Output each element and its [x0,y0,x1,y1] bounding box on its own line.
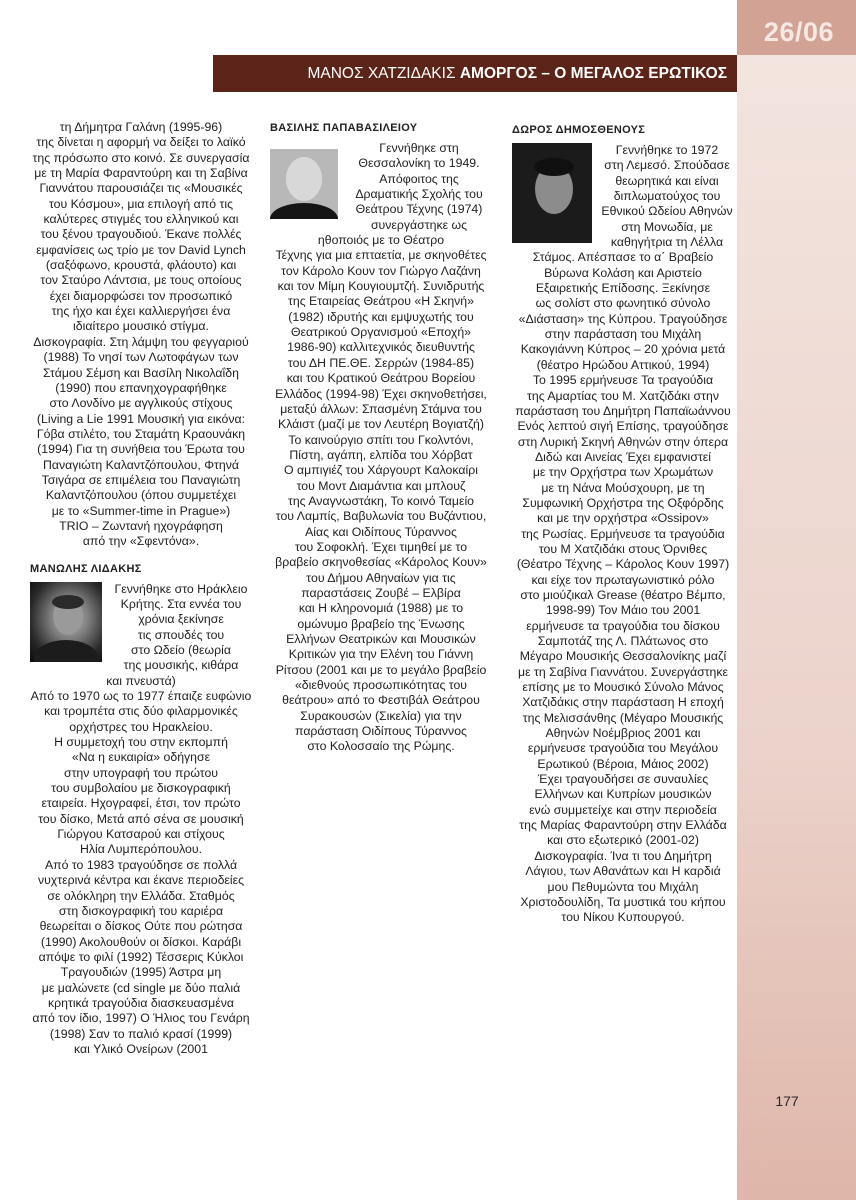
decorative-side-strip [737,55,856,1200]
text-line: Η συμμετοχή του στην εκπομπή [54,735,228,750]
text-line: στη Μονωδία, με [621,219,713,234]
text-line: Ελλάδος (1994-98) Έχει σκηνοθετήσει, [275,386,487,401]
text-line: επίσης με το Μουσικό Σύνολο Μάνος [522,680,724,695]
text-line: Ερωτικού (Βέροια, Μάιος 2002) [537,756,709,771]
text-line: Από το 1983 τραγούδησε σε πολλά [44,857,238,872]
text-line: Γιώργου Κατσαρού και στίχους [57,827,225,842]
text-line: Συμφωνική Ορχήστρα της Οξφόρδης [522,495,724,510]
text-line: έχει διαμορφώσει τον προσωπικό [49,288,233,303]
text-line: της δίνεται η αφορμή να δείξει το λαϊκό [36,135,246,150]
text-line: Δισκογραφία. Ίνα τι του Δημήτρη [534,848,712,863]
text-line: (σαξόφωνο, κρουστά, φλάουτο) και [45,258,237,273]
text-line: Χριστοδουλίδη, Τα μυστικά του κήπου [520,894,726,909]
text-line: (Θέατρο Τέχνης – Κάρολος Κουν 1997) [516,557,730,572]
text-line: Ηλία Λυμπερόπουλου. [79,842,203,857]
text-line: Θεατρικού Οργανισμού «Εποχή» [290,325,472,340]
column-2 [270,122,492,755]
text-line: TRIO – Ζωντανή ηχογράφηση [59,518,223,533]
date-label: 26/06 [763,17,834,47]
text-line: διπλωματούχος του [613,189,721,204]
text-line: Δισκογραφία. Στη λάμψη του φεγγαριού [33,334,249,349]
text-line: (1994) Για τη συνήθεια του Έρωτα του [37,442,245,457]
text-line: Στάμου Σέμση και Βασίλη Νικολαΐδη [43,365,239,380]
text-line: με μαλώνετε (cd single με δύο παλιά [41,980,241,995]
text-line: (1988) Το νησί των Λωτοφάγων των [43,350,239,365]
text-line: στη Λεμεσό. Σπούδασε [604,158,730,173]
text-line: Εθνικού Ωδείου Αθηνών [601,204,733,219]
text-line: Ελλήνων Θεατρικών και Μουσικών [286,632,476,646]
text-line: ομώνυμο βραβείο της Ένωσης [297,616,465,631]
text-line: Γόβα στιλέτο, του Σταμάτη Κραουνάκη [36,426,246,441]
text-line: ορχήστρες του Ηρακλείου. [69,719,213,734]
text-line: Βύρωνα Κολάση και Αριστείο [544,265,702,280]
text-line: Κλάιστ (μαζί με τον Λευτέρη Βογιατζή) [278,417,484,432]
col1-intro-text [30,120,252,550]
text-line: εταιρεία. Ηχογραφεί, έτσι, τον πρώτο [41,796,241,811]
text-line: Διδώ και Αινείας Έχει εμφανιστεί [534,449,712,464]
text-line: ιδιαίτερο μουσικό στίγμα. [73,319,209,334]
text-line: ηθοποιός με το Θέατρο [317,233,445,248]
portrait-photo-dimosthenous [512,143,592,243]
text-line: με το «Summer-time in Prague») [51,503,231,518]
text-line: νυχτερινά κέντρα και έκανε περιοδείες [37,873,245,888]
text-line: Συρακουσών (Σικελία) για την [300,708,462,723]
text-line: Τραγουδιών (1995) Άστρα μη [60,965,222,980]
text-line: στο μιούζικαλ Grease (θέατρο Βέμπο, [520,587,726,602]
text-line: βραβείο σκηνοθεσίας «Κάρολος Κουν» [275,555,487,570]
text-line: Ελλήνων και Κυπρίων μουσικών [534,787,712,802]
text-line: «Διάσταση» της Κύπρου. Τραγούδησε [518,311,728,326]
text-line: τις σπουδές του [137,627,225,642]
text-line: παράσταση του Δημήτρη Παπαϊωάννου [515,403,731,418]
text-line: απόψε το φιλί (1992) Τέσσερις Κύκλοι [38,949,244,964]
text-line: Από το 1970 ως το 1977 έπαιζε ευφώνιο [30,689,252,704]
text-line: συνεργάστηκε ως [370,217,468,232]
text-line: ερμήνευσε τα τραγούδια του δίσκου [526,618,720,633]
text-line: της Εταιρείας Θεάτρου «Η Σκηνή» [288,294,474,309]
text-line: στο Κολοσσαίο της Ρώμης. [307,739,455,754]
text-line: Γεννήθηκε το 1972 [615,143,719,157]
text-line: «διεθνούς προσωπικότητας του [294,678,468,693]
text-line: της Αμαρτίας του Μ. Χατζιδάκι στην [527,388,719,403]
text-line: του Δήμου Αθηναίων για τις [306,570,456,585]
text-line: του Λαμπίς, Βαβυλωνία του Βυζάντιου, [275,509,487,524]
text-line: με την Ορχήστρα των Χρωμάτων [532,465,714,480]
text-line: Θεάτρου Τέχνης (1974) [355,202,483,217]
text-line: (1998) Σαν το παλιό κρασί (1999) [49,1026,233,1041]
text-line: Κριτικών για την Ελένη του Γιάννη [288,647,474,662]
text-line: Χατζιδάκις στην παράσταση Η εποχή [522,695,724,710]
text-line: της ήχο και έχει καλλιεργήσει ένα [51,304,231,319]
text-line: στο Λονδίνο με αγγλικούς στίχους [49,396,233,411]
text-line: από την «Σφεντόνα». [82,534,200,549]
text-line: μεταξύ άλλων: Σπασμένη Στάμνα του [280,401,482,416]
text-line: «Να η ευκαιρία» οδήγησε [71,750,211,765]
portrait-photo-papavasileiou [270,149,338,219]
text-line: Μέγαρο Μουσικής Θεσσαλονίκης μαζί [519,649,727,664]
text-line: του δίσκο, Μετά από σένα σε μουσική [38,811,244,826]
text-line: και τον Μίμη Κουγιουμτζή. Συνιδρυτής [277,279,485,294]
column-1 [30,120,252,1057]
text-line: και πνευστά) [106,673,176,688]
portrait-photo-icon [512,143,592,243]
text-line: Πίστη, αγάπη, ελπίδα του Χόρβατ [289,447,473,462]
artist-heading-papavasileiou: ΒΑΣΙΛΗΣ ΠΑΠΑΒΑΣΙΛΕΙΟΥ [270,122,418,134]
text-line: χρόνια ξεκίνησε [138,612,224,627]
text-line: Παναγιώτη Καλαντζόπουλου, Φτηνά [43,457,239,472]
text-line: σε ολόκληρη την Ελλάδα. Σταθμός [47,888,235,903]
text-line: Ο αμπιγιέζ του Χάργουρτ Καλοκαίρι [284,463,478,478]
text-line: του Κόσμου», μια επιλογή από τις [48,196,234,211]
text-line: τον Σταύρο Λάντσια, με τους οποίους [40,273,242,288]
text-line: Τσιγάρα σε επιμέλεια του Παναγιώτη [41,472,241,487]
text-line: καθηγήτρια τη Λέλλα [610,235,724,250]
text-line: Έχει τραγουδήσει σε συναυλίες [537,772,709,787]
text-line: Αθηνών Νοέμβριος 2001 και [545,726,701,741]
text-line: Καλαντζόπουλου (όπου συμμετέχει [45,488,237,503]
text-line: (1990) Ακολουθούν οι δίσκοι. Καράβι [40,934,242,949]
text-line: Γιαννάτου παρουσιάζει τις «Μουσικές [39,181,243,196]
text-line: θεωρητικά και είναι [615,173,719,188]
text-line: Ρίτσου (2001 και με το μεγάλο βραβείο [275,662,487,677]
text-line: Σαμποτάζ της Λ. Πλάτωνος στο [537,634,709,648]
text-line: Τέχνης για μια επταετία, με σκηνοθέτες [275,248,487,263]
text-line: και του Κρατικού Θεάτρου Βορείου [286,371,476,386]
text-line: Κακογιάννη Κύπρος – 20 χρόνια μετά [520,342,726,357]
text-line: Απόφοιτος της [379,171,459,186]
text-line: μου Πεθυμώντα του Μιχάλη [547,879,699,894]
text-line: (θέατρο Ηρώδου Αττικού, 1994) [536,357,710,372]
text-line: θεωρείται ο δίσκος Ούτε που ρώτησα [39,919,243,934]
column-3 [512,124,734,926]
text-line: Το καινούργιο σπίτι του Γκολντόνι, [288,432,474,447]
text-line: Εξαιρετικής Επίδοσης. Ξεκίνησε [535,281,711,296]
col3-body-text [512,250,734,925]
text-line: Γεννήθηκε στο Ηράκλειο [114,581,248,596]
text-line: παραστάσεις Ζουβέ – Ελβίρα [301,585,461,600]
text-line: του ΔΗ ΠΕ.ΘΕ. Σερρών (1984-85) [287,355,475,370]
col2-body-text [270,248,492,754]
text-line: και Η κληρονομιά (1988) με το [298,601,464,616]
text-line: Κρήτης. Στα εννέα του [120,596,242,611]
text-line: Αίας και Οιδίπους Τύραννος [305,524,457,539]
text-line: Στάμος. Απέσπασε το α΄ Βραβείο [532,250,714,265]
text-line: και είχε τον πρωταγωνιστικό ρόλο [531,572,715,587]
text-line: ως σολίστ στο φωνητικό σύνολο [535,296,711,311]
text-line: στη δισκογραφική του καριέρα [58,903,224,918]
text-line: Ενός λεπτού σιγή Επίσης, τραγούδησε [517,419,729,434]
text-line: 1998-99) Τον Μάιο του 2001 [545,603,701,618]
text-line: τον Κάρολο Κουν τον Γιώργο Λαζάνη [281,263,481,278]
text-line: Το 1995 ερμήνευσε Τα τραγούδια [532,373,714,388]
text-line: στο Ωδείο (θεωρία [131,643,231,657]
text-line: Λάγιου, των Αθανάτων και Η καρδιά [525,864,721,879]
text-line: και με την ορχήστρα «Ossipov» [537,511,709,526]
text-line: του Σοφοκλή. Έχει τιμηθεί με το [294,539,468,554]
text-line: από τον ίδιο, 1997) Ο Ήλιος του Γενάρη [32,1011,250,1026]
page-header [213,55,737,92]
text-line: της Μαρίας Φαραντούρη στην Ελλάδα [519,818,727,833]
text-line: της Ρωσίας. Ερμήνευσε τα τραγούδια [521,526,725,541]
text-line: και τρομπέτα στις δύο φιλαρμονικές [44,704,238,719]
text-line: της μουσικής, κιθάρα [123,658,239,673]
header-title: ΑΜΟΡΓΟΣ – Ο ΜΕΓΑΛΟΣ ΕΡΩΤΙΚΟΣ [459,65,727,82]
text-line: της Αναγνωστάκη, Το κοινό Ταμείο [287,493,475,508]
text-line: της πρόσωπο στο κοινό. Σε συνεργασία [32,150,250,165]
text-line: κρητικά τραγούδια διασκευασμένα [47,995,235,1010]
text-line: της Μελισσάνθης (Μέγαρο Μουσικής [522,710,724,725]
header-composer: ΜΑΝΟΣ ΧΑΤΖΙΔΑΚΙΣ [307,65,456,82]
text-line: Δραματικής Σχολής του [355,187,483,202]
text-line: στη Λυρική Σκηνή Αθηνών στην όπερα [517,434,729,449]
text-line: και στο εξωτερικό (2001-02) [547,833,699,848]
text-line: με τη Σαβίνα Γιαννάτου. Συνεργάστηκε [518,664,728,679]
date-tab [737,0,856,55]
text-line: ερμήνευσε τραγούδια του Μεγάλου [527,741,719,756]
text-line: (Living a Lie 1991 Μουσική για εικόνα: [36,411,246,426]
text-line: του Νίκου Κυπουργού. [561,910,685,925]
text-line: καλύτερες στιγμές του ελληνικού και [43,212,239,227]
text-line: 1986-90) καλλιτεχνικός διευθυντής [287,340,475,355]
text-line: Θεσσαλονίκη το 1949. [358,156,480,171]
text-line: του Μοντ Διαμάντια και μπλουζ [296,478,466,493]
text-line: θεάτρου» από το Φεστιβάλ Θεάτρου [282,693,480,708]
text-line: τη Δήμητρα Γαλάνη (1995-96) [59,120,223,134]
text-line: με τη Μαρία Φαραντούρη και τη Σαβίνα [34,166,248,181]
text-line: εμφανίσεις ως τρίο με τον David Lynch [36,242,246,257]
text-line: ενώ συμμετείχε και στην περιοδεία [529,802,717,817]
text-line: (1982) ιδρυτής και εμψυχωτής του [288,309,474,324]
portrait-photo-icon [30,582,102,662]
text-line: παράσταση Οιδίπους Τύραννος [295,724,467,739]
text-line: με τη Νάνα Μούσχουρη, με τη [541,480,705,495]
text-line: στην υπογραφή του πρώτου [63,765,219,780]
text-line: (1990) που επανηχογραφήθηκε [55,380,227,395]
text-line: του συμβολαίου με δισκογραφική [51,781,231,796]
text-line: του Μ Χατζιδάκι στους Όρνιθες [538,541,708,556]
artist-heading-lidakis: ΜΑΝΩΛΗΣ ΛΙΔΑΚΗΣ [30,562,142,575]
portrait-photo-lidakis [30,582,102,662]
text-line: και Υλικό Ονείρων (2001 [74,1041,208,1056]
text-line: Γεννήθηκε στη [379,141,459,155]
text-line: στην παράσταση του Μιχάλη [544,327,702,342]
artist-heading-dimosthenous: ΔΩΡΟΣ ΔΗΜΟΣΘΕΝΟΥΣ [512,124,646,136]
col1-body-text [30,689,252,1057]
text-line: του ξένου τραγουδιού. Έκανε πολλές [40,227,242,242]
portrait-photo-icon [270,149,338,219]
page-number: 177 [775,1093,799,1109]
